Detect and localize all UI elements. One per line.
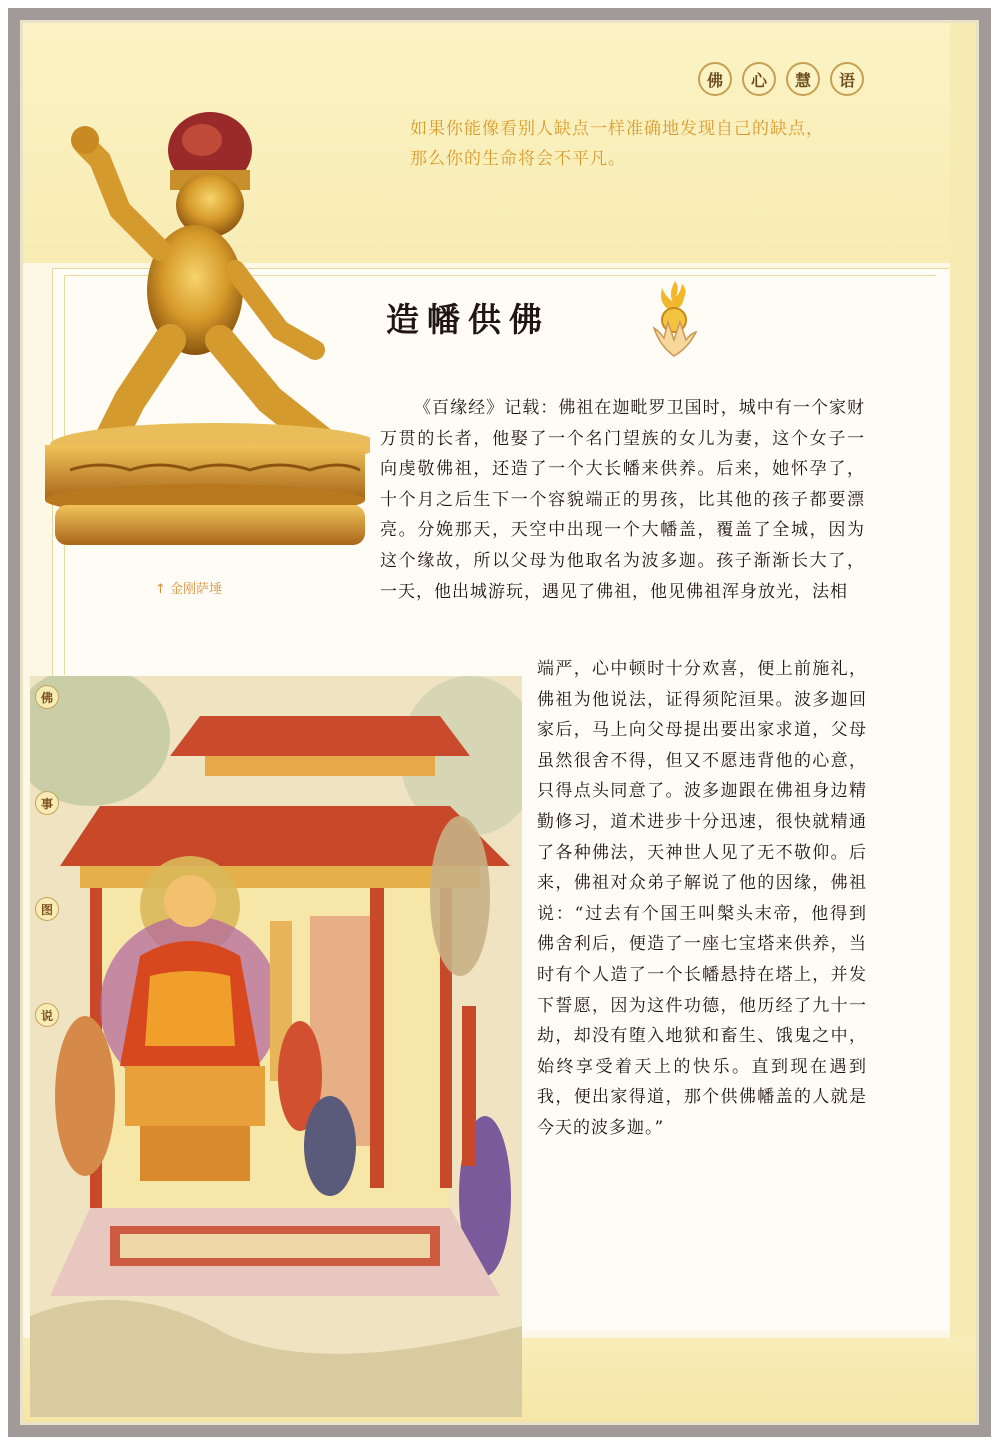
article-body-top: [380, 393, 865, 607]
header-quote: [410, 114, 880, 174]
statue-caption: ↑ 金刚萨埵: [155, 582, 223, 597]
side-label: 佛: [35, 685, 59, 709]
series-badge: [698, 62, 864, 96]
quote-line-2: 那么你的生命将会不平凡。: [410, 149, 626, 169]
side-label: 事: [35, 791, 59, 815]
article-title: 造幡供佛: [386, 300, 550, 339]
article-body-bottom: [537, 654, 867, 1144]
painting-side-labels: [35, 685, 61, 1109]
series-char: 慧: [786, 62, 820, 96]
series-char: 语: [830, 62, 864, 96]
paragraph: 《百缘经》记载：佛祖在迦毗罗卫国时，城中有一个家财万贯的长者，他娶了一个名门望族的女儿为妻，这个女子一向虔敬佛祖，还造了一个大长幡来供养。后来，她怀孕了，十个月之后生下一个容貌端正的男孩，比其他的孩子都要漂亮。分娩那天，天空中出现一个大幡盖，覆盖了全城，因为这个缘故，所以父母为他取名为波多迦。孩子渐渐长大了，一天，他出城游玩，遇见了佛祖，他见佛祖浑身放光，法相: [380, 398, 865, 602]
right-band: [950, 23, 976, 1422]
series-char: 佛: [698, 62, 732, 96]
hand-flame-icon: [640, 276, 710, 366]
statue-image: [30, 100, 370, 560]
temple-painting: [30, 676, 522, 1417]
side-label: 图: [35, 897, 59, 921]
paragraph: 端严，心中顿时十分欢喜，便上前施礼，佛祖为他说法，证得须陀洹果。波多迦回家后，马上向父母提出要出家求道，父母虽然很舍不得，但又不愿违背他的心意，只得点头同意了。波多迦跟在佛祖身边精勤修习，道术进步十分迅速，很快就精通了各种佛法，天神世人见了无不敬仰。后来，佛祖对众弟子解说了他的因缘，佛祖说：“过去有个国王叫槃头末帝，他得到佛舍利后，便造了一座七宝塔来供养，当时有个人造了一个长幡悬持在塔上，并发下誓愿，因为这件功德，他历经了九十一劫，却没有堕入地狱和畜生、饿鬼之中，始终享受着天上的快乐。直到现在遇到我，便出家得道，那个供佛幡盖的人就是今天的波多迦。”: [537, 659, 867, 1138]
quote-line-1: 如果你能像看别人缺点一样准确地发现自己的缺点，: [410, 119, 824, 139]
side-label: 说: [35, 1003, 59, 1027]
series-char: 心: [742, 62, 776, 96]
